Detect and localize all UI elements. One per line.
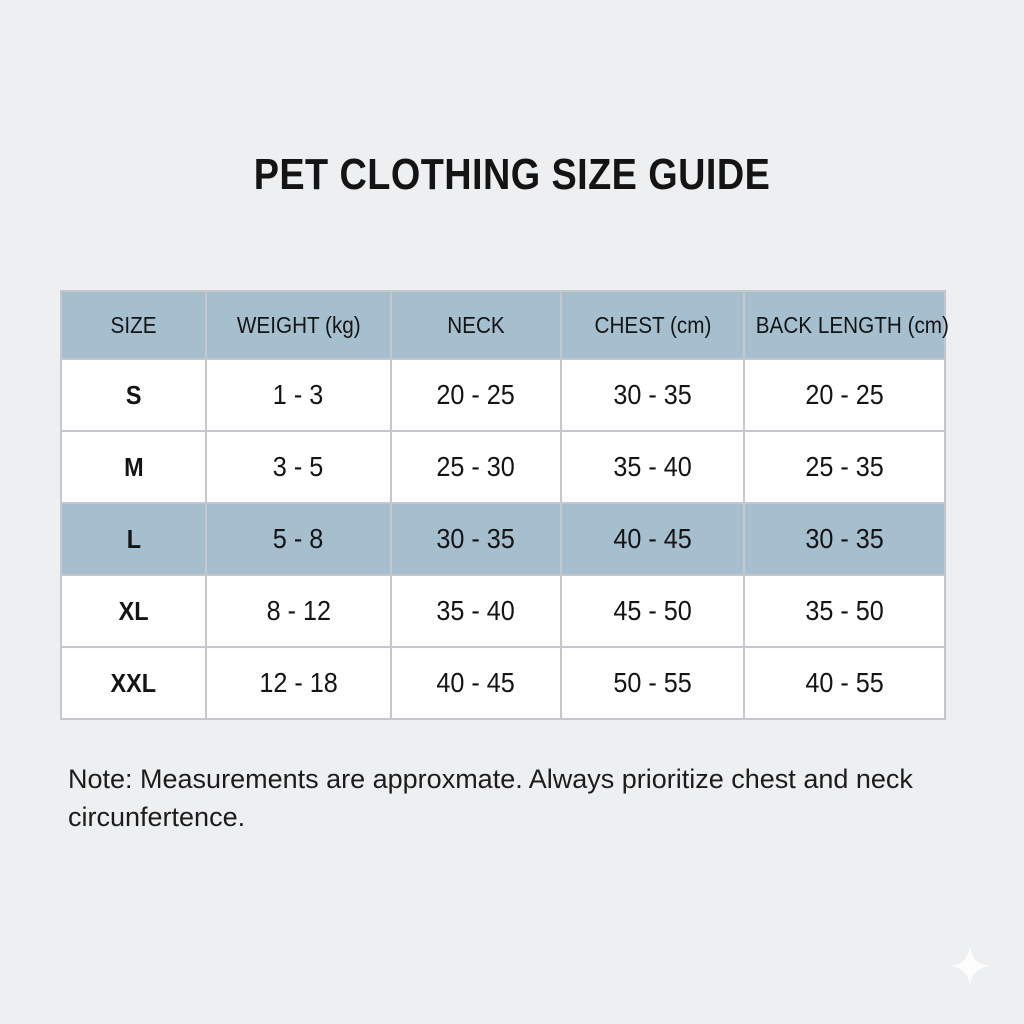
weight-cell: 8 - 12 <box>206 575 391 647</box>
back-length-cell: 20 - 25 <box>744 359 945 431</box>
weight-cell: 5 - 8 <box>206 503 391 575</box>
size-cell: M <box>61 431 206 503</box>
neck-cell: 30 - 35 <box>391 503 561 575</box>
table-row <box>61 575 945 647</box>
weight-cell: 12 - 18 <box>206 647 391 719</box>
table-header <box>61 291 949 359</box>
back-length-cell: 30 - 35 <box>744 503 945 575</box>
table-row <box>61 647 945 719</box>
size-table <box>60 290 949 720</box>
chest-cell: 40 - 45 <box>561 503 744 575</box>
back-length-cell: 25 - 35 <box>744 431 945 503</box>
size-cell: XXL <box>61 647 206 719</box>
header-chest: CHEST (cm) <box>561 291 744 359</box>
header-back-length: BACK LENGTH (cm) <box>744 291 945 359</box>
chest-cell: 35 - 40 <box>561 431 744 503</box>
header-size: SIZE <box>61 291 206 359</box>
neck-cell: 20 - 25 <box>391 359 561 431</box>
back-length-cell: 40 - 55 <box>744 647 945 719</box>
sparkle-icon <box>948 944 992 988</box>
back-length-cell: 35 - 50 <box>744 575 945 647</box>
size-cell: XL <box>61 575 206 647</box>
page-title: PET CLOTHING SIZE GUIDE <box>253 150 771 199</box>
chest-cell: 50 - 55 <box>561 647 744 719</box>
header-row <box>61 291 945 359</box>
weight-cell: 3 - 5 <box>206 431 391 503</box>
neck-cell: 35 - 40 <box>391 575 561 647</box>
size-cell: L <box>61 503 206 575</box>
size-cell: S <box>61 359 206 431</box>
table-row <box>61 359 945 431</box>
neck-cell: 25 - 30 <box>391 431 561 503</box>
chest-cell: 30 - 35 <box>561 359 744 431</box>
footnote: Note: Measurements are approxmate. Always prioritize chest and neck circunfertence. <box>68 764 913 832</box>
header-neck: NECK <box>391 291 561 359</box>
header-weight: WEIGHT (kg) <box>206 291 391 359</box>
table-row <box>61 431 945 503</box>
chest-cell: 45 - 50 <box>561 575 744 647</box>
table-row <box>61 503 945 575</box>
neck-cell: 40 - 45 <box>391 647 561 719</box>
table-body <box>61 359 945 719</box>
weight-cell: 1 - 3 <box>206 359 391 431</box>
